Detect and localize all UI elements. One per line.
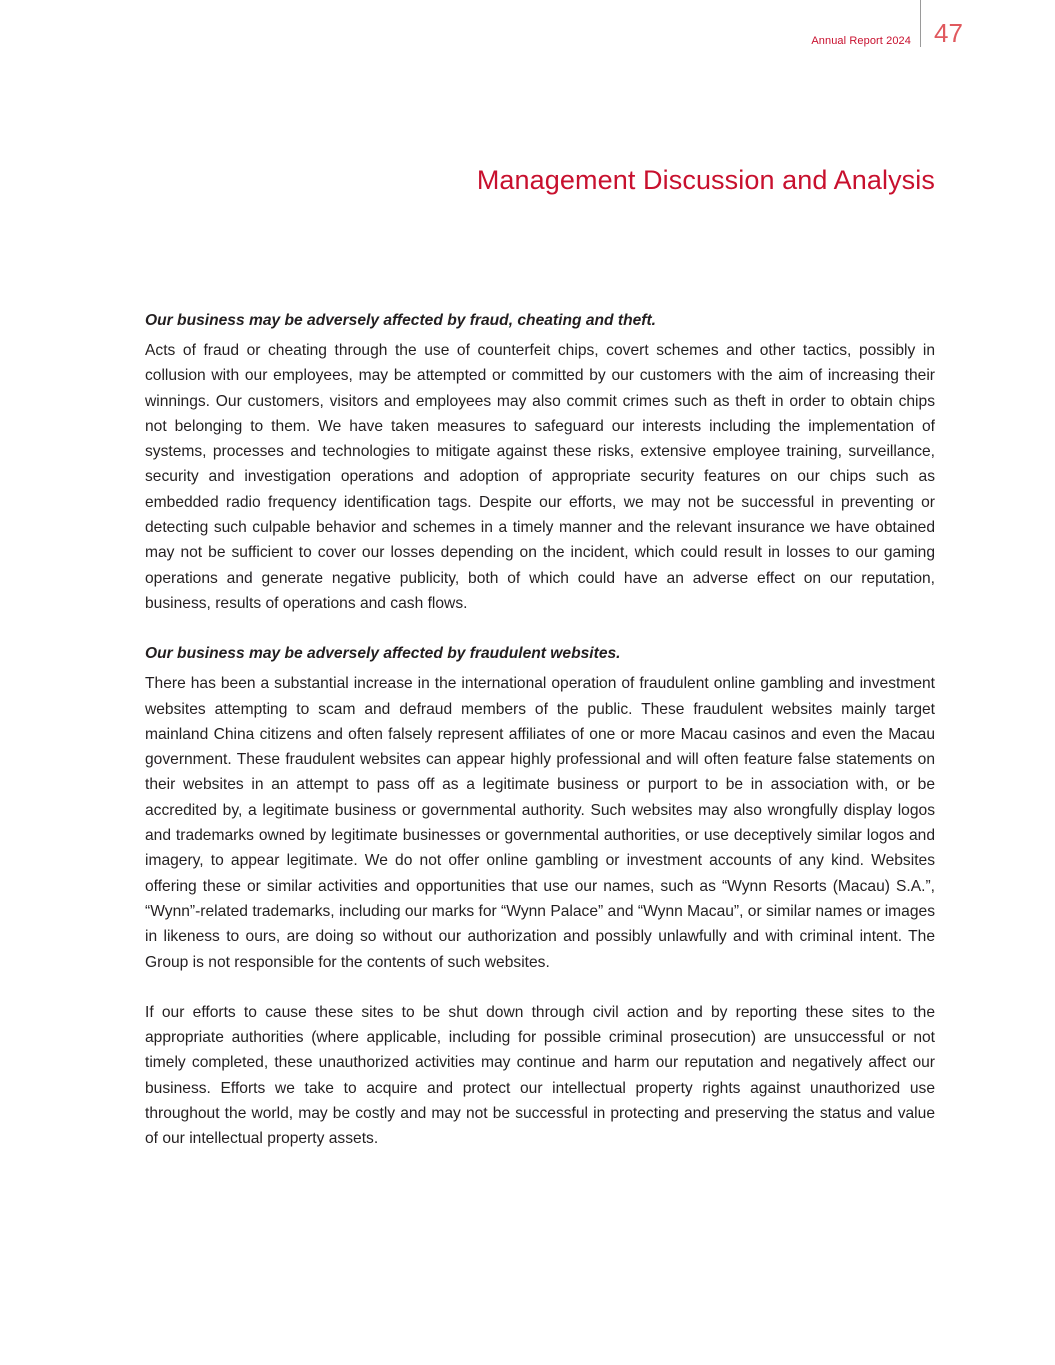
page-number: 47 <box>934 18 963 48</box>
section-heading: Our business may be adversely affected by fraud, cheating and theft. <box>145 312 656 329</box>
header-divider <box>920 0 921 47</box>
report-label: Annual Report 2024 <box>811 35 911 47</box>
paragraph: If our efforts to cause these sites to be shut down through civil action and by reporting these sites to the appropriate authorities (where applicable, including for possible criminal prosecution) are unsuccessful or not timely completed, these unauthorized activities may continue and harm our reputation and negatively affect our business. Efforts we take to acquire and protect our intellectual property rights against unauthorized use throughout the world, may be costly and may not be successful in protecting and preserving the status and value of our intellectual property assets. <box>145 1003 935 1148</box>
document-body <box>145 308 935 1152</box>
paragraph: Acts of fraud or cheating through the use of counterfeit chips, covert schemes and other tactics, possibly in collusion with our employees, may be attempted or committed by our customers with the aim of increasing their winnings. Our customers, visitors and employees may also commit crimes such as theft in order to obtain chips not belonging to them. We have taken measures to safeguard our interests including the implementation of systems, processes and technologies to mitigate against these risks, extensive employee training, surveillance, security and investigation operations and adoption of appropriate security features on our chips such as embedded radio frequency identification tags. Despite our efforts, we may not be successful in preventing or detecting such culpable behavior and schemes in a timely manner and the relevant insurance we have obtained may not be sufficient to cover our losses depending on the incident, which could result in losses to our gaming operations and generate negative publicity, both of which could have an adverse effect on our reputation, business, results of operations and cash flows. <box>145 342 935 612</box>
section-heading: Our business may be adversely affected by fraudulent websites. <box>145 645 621 663</box>
section-fraud-cheating-theft <box>145 308 935 616</box>
paragraph: There has been a substantial increase in the international operation of fraudulent online gambling and investment websites attempting to scam and defraud members of the public. These fraudulent websites mainly target mainland China citizens and often falsely represent affiliates of one or more Macau casinos and even the Macau government. These fraudulent websites can appear highly professional and will often feature false statements on their websites in an attempt to pass off as a legitimate business or purport to be in association with, or be accredited by, a legitimate business or governmental authority. Such websites may also wrongfully display logos and trademarks owned by legitimate businesses or governmental authorities, or use deceptively similar logos and imagery, to appear legitimate. We do not offer online gambling or investment accounts of any kind. Websites offering these or similar activities and opportunities that use our names, such as “Wynn Resorts (Macau) S.A.”, “Wynn”-related trademarks, including our marks for “Wynn Palace” and “Wynn Macau”, or similar names or images in likeness to ours, are doing so without our authorization and possibly unlawfully and with criminal intent. The Group is not responsible for the contents of such websites. <box>145 675 935 971</box>
page-title: Management Discussion and Analysis <box>476 165 935 195</box>
section-fraudulent-websites <box>145 641 935 1151</box>
